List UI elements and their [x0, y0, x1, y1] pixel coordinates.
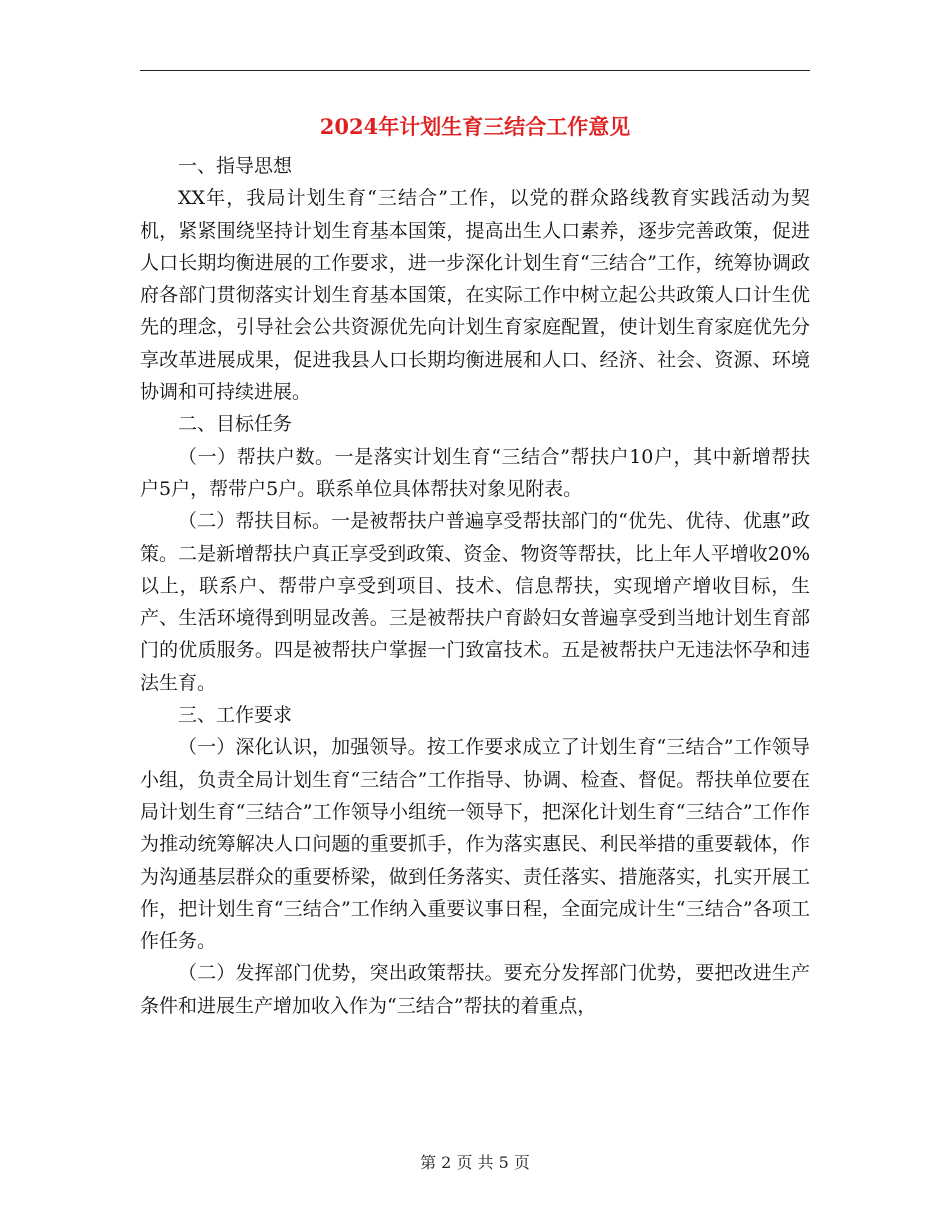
section-heading-requirements: 三、工作要求 [178, 704, 293, 727]
paragraph: （二）发挥部门优势，突出政策帮扶。要充分发挥部门优势，要把改进生产条件和进展生产增加收入作为“三结合”帮扶的着重点， [140, 962, 810, 1017]
paragraph: XX年，我局计划生育“三结合”工作，以党的群众路线教育实践活动为契机，紧紧围绕坚持计划生育基本国策，提高出生人口素养，逐步完善政策，促进人口长期均衡进展的工作要求，进一步深化计划生育“三结合”工作，统筹协调政府各部门贯彻落实计划生育基本国策，在实际工作中树立起公共政策人口计生优先的理念，引导社会公共资源优先向计划生育家庭配置，使计划生育家庭优先分享改革进展成果，促进我县人口长期均衡进展和人口、经济、社会、资源、环境协调和可持续进展。 [140, 187, 810, 404]
paragraph: （二）帮扶目标。一是被帮扶户普遍享受帮扶部门的“优先、优待、优惠”政策。二是新增帮扶户真正享受到政策、资金、物资等帮扶，比上年人平增收20%以上，联系户、帮带户享受到项目、技术、信息帮扶，实现增产增收目标，生产、生活环境得到明显改善。三是被帮扶户育龄妇女普遍享受到当地计划生育部门的优质服务。四是被帮扶户掌握一门致富技术。五是被帮扶户无违法怀孕和违法生育。 [140, 510, 810, 694]
document-body [140, 150, 810, 1022]
section-heading-targets: 二、目标任务 [178, 413, 293, 436]
paragraph: （一）帮扶户数。一是落实计划生育“三结合”帮扶户10户，其中新增帮扶户5户，帮带户5户。联系单位具体帮扶对象见附表。 [140, 445, 810, 500]
header-rule [140, 70, 810, 71]
document-title: 2024年计划生育三结合工作意见 [319, 114, 631, 139]
section-heading-guiding-ideology: 一、指导思想 [178, 155, 293, 177]
page-number-footer: 第 2 页 共 5 页 [420, 1153, 530, 1172]
paragraph: （一）深化认识，加强领导。按工作要求成立了计划生育“三结合”工作领导小组，负责全局计划生育“三结合”工作指导、协调、检查、督促。帮扶单位要在局计划生育“三结合”工作领导小组统一领导下，把深化计划生育“三结合”工作作为推动统筹解决人口问题的重要抓手，作为落实惠民、利民举措的重要载体，作为沟通基层群众的重要桥梁，做到任务落实、责任落实、措施落实，扎实开展工作，把计划生育“三结合”工作纳入重要议事日程，全面完成计生“三结合”各项工作任务。 [140, 736, 810, 953]
